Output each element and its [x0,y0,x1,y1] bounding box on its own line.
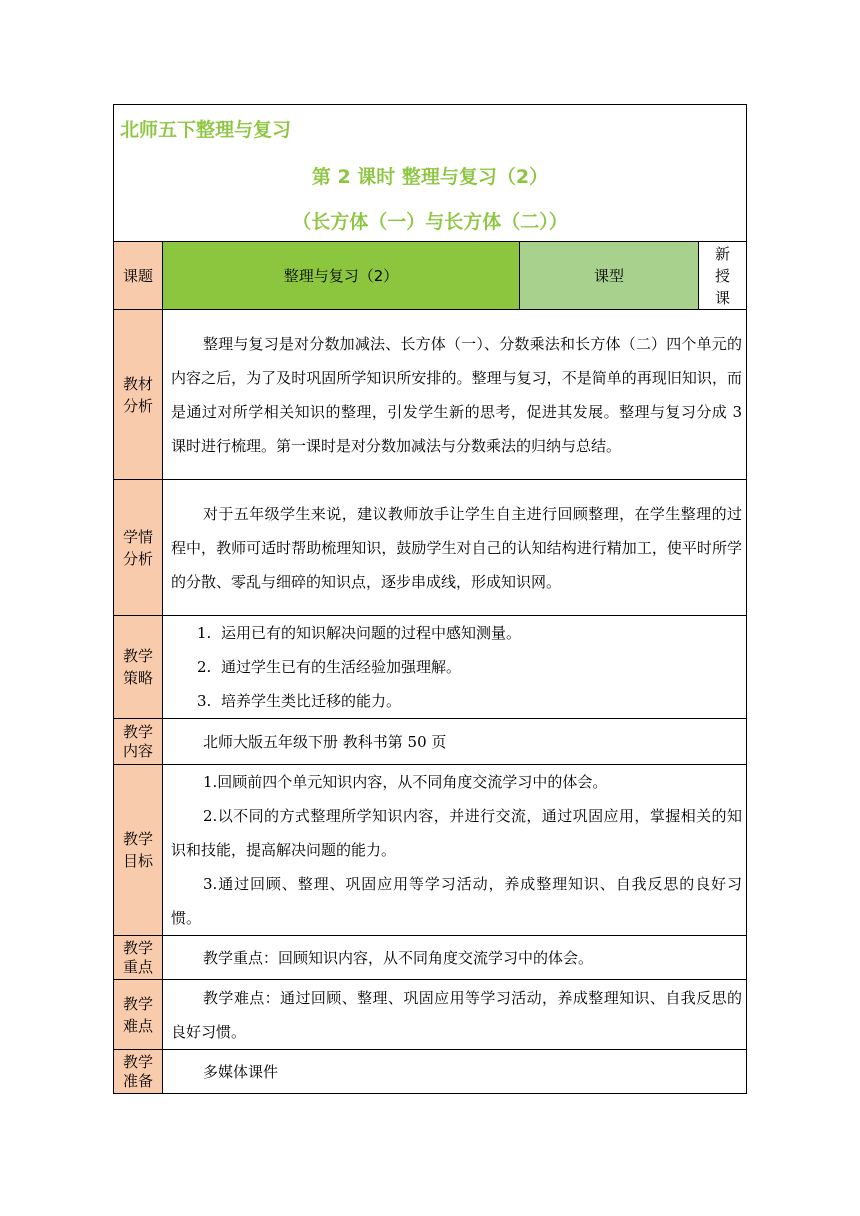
difficulties-content [163,980,747,1050]
material-analysis-label [114,310,163,480]
teaching-content-content [163,719,747,765]
header-row [114,105,747,242]
lesson-subtitle: （长方体（一）与长方体（二）） [292,211,568,233]
preparation-row [114,1050,747,1094]
label-line: 内容 [122,741,153,760]
strategy-item [171,616,742,650]
strategy-item-number: 1. [197,624,212,642]
preparation-text: 多媒体课件 [203,1062,279,1081]
lesson-type-char: 新 [714,244,730,263]
strategy-item-text: 运用已有的知识解决问题的过程中感知测量。 [221,624,522,642]
teaching-goals-content [163,765,747,936]
label-line: 分析 [122,396,153,415]
lesson-type-label: 课型 [520,242,699,310]
strategy-item-number: 3. [197,692,212,710]
difficulties-row [114,980,747,1050]
goal-item: 3.通过回顾、整理、巩固应用等学习活动，养成整理知识、自我反思的良好习惯。 [171,875,742,927]
strategy-item-text: 培养学生类比迁移的能力。 [221,692,402,710]
lesson-plan-sheet [113,104,746,1094]
teaching-content-label [114,719,163,765]
topic-label: 课题 [114,242,163,310]
header-cell [114,105,747,242]
preparation-content [163,1050,747,1094]
topic-value: 整理与复习（2） [163,242,520,310]
student-analysis-text: 对于五年级学生来说，建议教师放手让学生自主进行回顾整理，在学生整理的过程中，教师可适时帮助梳理知识，鼓励学生对自己的认知结构进行精加工，使平时所学的分散、零乱与细碎的知识点，逐步串成线，形成知识网。 [171,504,742,591]
label-line: 教学 [122,647,153,665]
student-analysis-label [114,480,163,616]
material-analysis-row [114,310,747,480]
key-points-label [114,936,163,980]
label-line: 教学 [122,722,153,741]
teaching-goals-label [114,765,163,936]
student-analysis-row [114,480,747,616]
difficulties-text: 教学难点：通过回顾、整理、巩固应用等学习活动，养成整理知识、自我反思的良好习惯。 [171,988,742,1041]
teaching-strategy-label [114,616,163,719]
teaching-strategy-row [114,616,747,719]
label-line: 教学 [122,938,153,957]
label-line: 学情 [122,527,153,546]
label-line: 难点 [122,1016,153,1035]
teaching-content-row [114,719,747,765]
label-line: 策略 [122,669,153,687]
preparation-label [114,1050,163,1094]
lesson-plan-table [113,104,747,1094]
strategy-item-number: 2. [197,658,212,676]
lesson-type-char: 课 [714,288,730,307]
material-analysis-content [163,310,747,480]
label-line: 教材 [122,374,153,393]
strategy-item [171,650,742,684]
label-line: 目标 [122,852,153,870]
lesson-type-char: 授 [714,266,730,285]
teaching-goals-row [114,765,747,936]
topic-row [114,242,747,310]
series-title: 北师五下整理与复习 [120,119,292,141]
key-points-content [163,936,747,980]
goal-item: 1.回顾前四个单元知识内容，从不同角度交流学习中的体会。 [203,773,608,791]
teaching-strategy-content [163,616,747,719]
label-line: 教学 [122,1052,153,1071]
label-line: 准备 [122,1071,153,1090]
student-analysis-content [163,480,747,616]
label-line: 分析 [122,549,153,568]
material-analysis-text: 整理与复习是对分数加减法、长方体（一）、分数乘法和长方体（二）四个单元的内容之后，为了及时巩固所学知识所安排的。整理与复习，不是简单的再现旧知识，而是通过对所学相关知识的整理，引发学生新的思考，促进其发展。整理与复习分成 3 课时进行梳理。第一课时是对分数加减法与分数乘法的归纳与总结。 [171,334,742,455]
label-line: 教学 [122,994,153,1013]
key-points-text: 教学重点：回顾知识内容，从不同角度交流学习中的体会。 [203,948,594,967]
label-line: 重点 [122,957,153,976]
goal-item: 2.以不同的方式整理所学知识内容，并进行交流，通过巩固应用，掌握相关的知识和技能，提高解决问题的能力。 [171,807,742,859]
strategy-item-text: 通过学生已有的生活经验加强理解。 [221,658,462,676]
difficulties-label [114,980,163,1050]
strategy-item [171,684,742,718]
lesson-title: 第 2 课时 整理与复习（2） [311,166,549,188]
lesson-type-value [699,242,747,310]
teaching-content-text: 北师大版五年级下册 教科书第 50 页 [203,732,447,751]
key-points-row [114,936,747,980]
label-line: 教学 [122,830,153,848]
